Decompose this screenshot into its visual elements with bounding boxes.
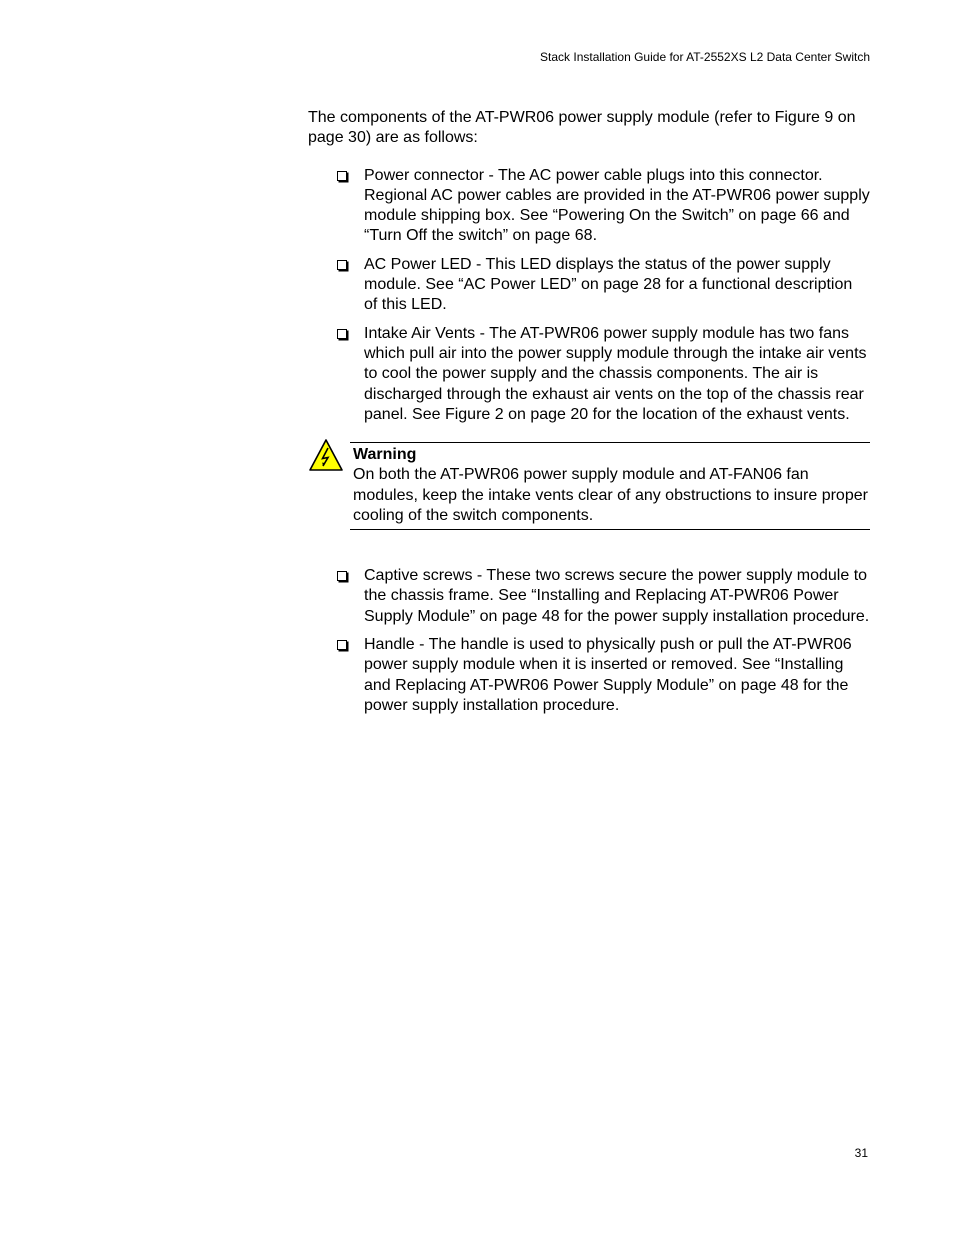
electrical-hazard-warning-icon — [308, 438, 344, 472]
warning-callout — [308, 442, 870, 532]
checkbox-bullet-icon — [337, 260, 347, 270]
page-number: 31 — [854, 1146, 868, 1160]
component-list-first — [308, 166, 870, 426]
checkbox-bullet-icon — [337, 571, 347, 581]
checkbox-bullet-icon — [337, 329, 347, 339]
warning-body — [350, 442, 870, 530]
checkbox-bullet-icon — [337, 640, 347, 650]
warning-title: Warning — [353, 446, 417, 464]
list-item-text: Handle - The handle is used to physically push or pull the AT-PWR06 power supply module when it is inserted or removed. See “Installing and Replacing AT-PWR06 Power Supply Module” on page 48 for the power supply installation procedure. — [364, 636, 852, 714]
page-content — [308, 108, 870, 724]
list-item-power-connector — [364, 166, 870, 247]
list-item-text: Power connector - The AC power cable plugs into this connector. Regional AC power cables are provided in the AT-PWR06 power supply module shipping box. See “Powering On the Switch” on page 66 and “Turn Off the switch” on page 68. — [364, 166, 870, 245]
list-item-captive-screws — [364, 566, 870, 627]
list-item-text: AC Power LED - This LED displays the status of the power supply module. See “AC Power LED” on page 28 for a functional description of this LED. — [364, 255, 853, 314]
list-item-text: Captive screws - These two screws secure the power supply module to the chassis frame. See “Installing and Replacing AT-PWR06 Power Supply Module” on page 48 for the power supply installation procedure. — [364, 567, 870, 625]
intro-paragraph: The components of the AT-PWR06 power supply module (refer to Figure 9 on page 30) are as follows: — [308, 109, 856, 147]
list-item-intake-air-vents — [364, 324, 870, 425]
list-item-handle — [364, 635, 870, 716]
running-header: Stack Installation Guide for AT-2552XS L2 Data Center Switch — [540, 50, 870, 64]
checkbox-bullet-icon — [337, 171, 347, 181]
list-item-ac-power-led — [364, 255, 870, 316]
warning-text: On both the AT-PWR06 power supply module and AT-FAN06 fan modules, keep the intake vents clear of any obstructions to insure proper cooling of the switch components. — [353, 466, 868, 525]
component-list-second — [308, 566, 870, 716]
list-item-text: Intake Air Vents - The AT-PWR06 power supply module has two fans which pull air into the power supply module through the intake air vents to cool the power supply and the chassis components. The air is discharged through the exhaust air vents on the top of the chassis rear panel. See Figure 2 on page 20 for the location of the exhaust vents. — [364, 324, 867, 423]
